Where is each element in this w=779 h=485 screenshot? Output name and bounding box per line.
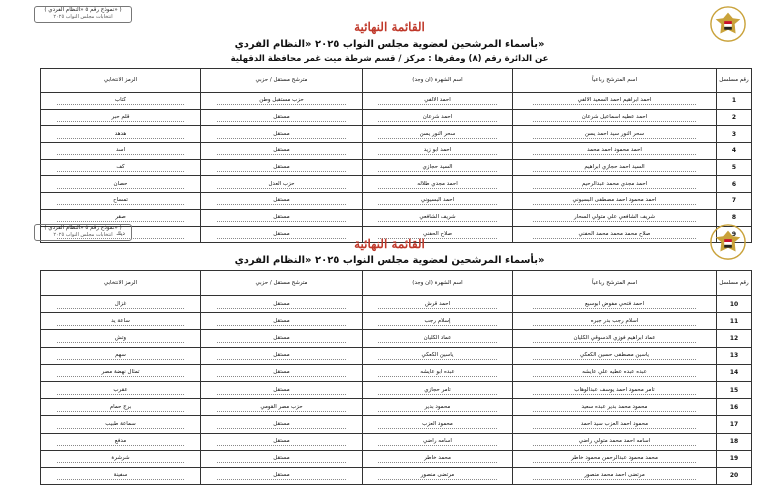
- cell-party-text: مستقل: [217, 386, 346, 395]
- cell-num: [717, 143, 752, 160]
- header-num: رقم مسلسل: [717, 69, 752, 93]
- cell-num: [717, 416, 752, 433]
- cell-num-text: 20: [729, 472, 739, 480]
- cell-candidate-name: [513, 93, 717, 110]
- cell-famous-name-text: شريف الشافعي: [378, 213, 497, 222]
- cell-candidate-name-text: محمود محمد بدير عبده سعيد: [533, 403, 695, 412]
- cell-candidate-name-text: احمد محمود احمد محمد: [533, 146, 695, 155]
- cell-num-text: 15: [729, 386, 739, 394]
- cell-symbol: [41, 313, 201, 330]
- cell-num: [717, 296, 752, 313]
- cell-candidate-name-text: تامر محمود احمد يوسف عبدالوهاب: [533, 386, 695, 395]
- cell-num: [717, 330, 752, 347]
- cell-candidate-name-text: احمد محمود احمد مصطفى البسيوني: [533, 196, 695, 205]
- cell-party-text: حزب مستقبل وطن: [217, 96, 346, 105]
- cell-famous-name-text: احمد البسيوني: [378, 196, 497, 205]
- cell-num-text: 9: [731, 230, 737, 238]
- cell-symbol-text: سفينة: [57, 471, 184, 480]
- table-row: [41, 330, 752, 347]
- cell-candidate-name-text: سحر النور سيد احمد يسن: [533, 130, 695, 139]
- cell-symbol: [41, 126, 201, 143]
- cell-num-text: 16: [729, 403, 739, 411]
- cell-num: [717, 467, 752, 484]
- cell-candidate-name: [513, 467, 717, 484]
- cell-famous-name-text: عماد الكليان: [378, 334, 497, 343]
- cell-num-text: 6: [731, 180, 737, 188]
- cell-famous-name: [363, 399, 513, 416]
- cell-symbol-text: سهم: [57, 351, 184, 360]
- cell-party-text: مستقل: [217, 437, 346, 446]
- table-row: [41, 176, 752, 193]
- cell-party: [201, 126, 363, 143]
- cell-party-text: مستقل: [217, 146, 346, 155]
- cell-symbol: [41, 416, 201, 433]
- cell-symbol-text: شرشرة: [57, 454, 184, 463]
- cell-symbol: [41, 467, 201, 484]
- cell-symbol: [41, 176, 201, 193]
- cell-symbol: [41, 296, 201, 313]
- cell-candidate-name: [513, 450, 717, 467]
- cell-party: [201, 450, 363, 467]
- cell-symbol-text: ديك: [57, 230, 184, 239]
- cell-symbol: [41, 143, 201, 160]
- cell-candidate-name: [513, 399, 717, 416]
- cell-party-text: مستقل: [217, 317, 346, 326]
- cell-candidate-name: [513, 347, 717, 364]
- table-row: [41, 347, 752, 364]
- candidates-table: [40, 68, 752, 243]
- cell-party: [201, 109, 363, 126]
- cell-party: [201, 330, 363, 347]
- header-symbol: الرمز الانتخابي: [41, 69, 201, 93]
- cell-symbol-text: هدهد: [57, 130, 184, 139]
- cell-candidate-name-text: صلاح محمد محمد محمد الحفني: [533, 230, 695, 239]
- cell-symbol: [41, 93, 201, 110]
- cell-famous-name-text: إسلام رجب: [378, 317, 497, 326]
- cell-candidate-name: [513, 416, 717, 433]
- cell-famous-name: [363, 450, 513, 467]
- cell-num: [717, 176, 752, 193]
- stamp-line-2: انتخابات مجلس النواب ٢٠٢٥: [53, 14, 113, 20]
- page-subtitle: بأسماء المرشحين لعضوية مجلس النواب ٢٠٢٥ «النظام الفردي»: [234, 255, 545, 266]
- cell-num-text: 11: [729, 317, 739, 325]
- cell-symbol-text: وتش: [57, 334, 184, 343]
- table-row: [41, 296, 752, 313]
- table-row: [41, 364, 752, 381]
- cell-party-text: مستقل: [217, 163, 346, 172]
- cell-symbol: [41, 381, 201, 398]
- table-row: [41, 433, 752, 450]
- cell-num: [717, 93, 752, 110]
- cell-num: [717, 399, 752, 416]
- cell-candidate-name: [513, 313, 717, 330]
- table-row: [41, 313, 752, 330]
- cell-party-text: مستقل: [217, 334, 346, 343]
- cell-num-text: 19: [729, 455, 739, 463]
- cell-party: [201, 159, 363, 176]
- table-header-row: [41, 69, 752, 93]
- cell-famous-name: [363, 93, 513, 110]
- cell-num: [717, 433, 752, 450]
- cell-num-text: 2: [731, 114, 737, 122]
- cell-party: [201, 143, 363, 160]
- cell-symbol: [41, 399, 201, 416]
- cell-num-text: 5: [731, 164, 737, 172]
- table-row: [41, 381, 752, 398]
- cell-symbol-text: مدفع: [57, 437, 184, 446]
- header-num: رقم مسلسل: [717, 271, 752, 296]
- page-subtitle: بأسماء المرشحين لعضوية مجلس النواب ٢٠٢٥ «النظام الفردي»: [234, 39, 545, 50]
- cell-famous-name-text: احمد قرش: [378, 300, 497, 309]
- cell-candidate-name: [513, 330, 717, 347]
- cell-party: [201, 193, 363, 210]
- cell-party: [201, 399, 363, 416]
- cell-party: [201, 296, 363, 313]
- cell-symbol-text: كتاب: [57, 96, 184, 105]
- cell-famous-name: [363, 364, 513, 381]
- cell-symbol-text: صقر: [57, 213, 184, 222]
- table-row: [41, 416, 752, 433]
- cell-party-text: مستقل: [217, 471, 346, 480]
- cell-num-text: 7: [731, 197, 737, 205]
- cell-famous-name-text: صلاح الحفني: [378, 230, 497, 239]
- cell-party-text: مستقل: [217, 420, 346, 429]
- cell-party-text: مستقل: [217, 130, 346, 139]
- cell-num-text: 10: [729, 300, 739, 308]
- cell-num-text: 1: [731, 97, 737, 105]
- table-row: [41, 109, 752, 126]
- cell-famous-name-text: اسامه راضي: [378, 437, 497, 446]
- cell-num: [717, 381, 752, 398]
- cell-party-text: حزب العدل: [217, 180, 346, 189]
- cell-famous-name: [363, 159, 513, 176]
- cell-num: [717, 159, 752, 176]
- cell-party: [201, 467, 363, 484]
- cell-symbol-text: ساعة يد: [57, 317, 184, 326]
- cell-candidate-name-text: شريف الشافعي علي متولي السحار: [533, 213, 695, 222]
- cell-symbol: [41, 159, 201, 176]
- cell-num-text: 17: [729, 420, 739, 428]
- cell-candidate-name: [513, 433, 717, 450]
- cell-famous-name-text: احمد شرعان: [378, 113, 497, 122]
- cell-candidate-name-text: محمود احمد العزب سيد احمد: [533, 420, 695, 429]
- cell-num: [717, 364, 752, 381]
- cell-num-text: 14: [729, 369, 739, 377]
- cell-party-text: مستقل: [217, 454, 346, 463]
- cell-famous-name: [363, 330, 513, 347]
- cell-symbol-text: برج حمام: [57, 403, 184, 412]
- header-famous: اسم الشهرة (ان وجد): [363, 271, 513, 296]
- cell-party-text: مستقل: [217, 351, 346, 360]
- cell-famous-name: [363, 313, 513, 330]
- cell-party: [201, 93, 363, 110]
- cell-famous-name-text: تامر حجازي: [378, 386, 497, 395]
- cell-famous-name-text: ياسين الكعكي: [378, 351, 497, 360]
- cell-candidate-name-text: عبده عبده عطيه علي عايشه: [533, 368, 695, 377]
- cell-symbol: [41, 330, 201, 347]
- table-row: [41, 126, 752, 143]
- cell-party: [201, 364, 363, 381]
- cell-famous-name: [363, 433, 513, 450]
- cell-num: [717, 450, 752, 467]
- cell-famous-name-text: محمد خاطر: [378, 454, 497, 463]
- cell-famous-name: [363, 347, 513, 364]
- cell-party: [201, 347, 363, 364]
- page-title: القائمة النهائية: [354, 20, 425, 34]
- cell-party: [201, 416, 363, 433]
- cell-famous-name: [363, 109, 513, 126]
- cell-symbol-text: اسد: [57, 146, 184, 155]
- header-name: اسم المترشح رباعياً: [513, 69, 717, 93]
- cell-candidate-name-text: احمد ابراهيم احمد السعيد الالفي: [533, 96, 695, 105]
- page-title: القائمة النهائية: [354, 237, 425, 251]
- cell-party-text: مستقل: [217, 196, 346, 205]
- cell-famous-name-text: سحر النور يسن: [378, 130, 497, 139]
- cell-symbol-text: كف: [57, 163, 184, 172]
- cell-candidate-name-text: ياسين مصطفى حسين الكعكي: [533, 351, 695, 360]
- cell-candidate-name-text: مرتضى احمد محمد منصور: [533, 471, 695, 480]
- cell-famous-name: [363, 467, 513, 484]
- cell-famous-name-text: عبده ابو عايشه: [378, 368, 497, 377]
- candidates-table: [40, 270, 752, 485]
- cell-num-text: 12: [729, 334, 739, 342]
- cell-symbol: [41, 109, 201, 126]
- table-row: [41, 93, 752, 110]
- table-header-row: [41, 271, 752, 296]
- cell-symbol: [41, 433, 201, 450]
- cell-famous-name: [363, 143, 513, 160]
- cell-candidate-name-text: احمد عطيه اسماعيل شرعان: [533, 113, 695, 122]
- candidates-page-2: [0, 221, 779, 480]
- cell-candidate-name-text: اسامه احمد محمد متولي راضي: [533, 437, 695, 446]
- cell-party: [201, 313, 363, 330]
- cell-famous-name: [363, 193, 513, 210]
- cell-party-text: مستقل: [217, 113, 346, 122]
- table-row: [41, 399, 752, 416]
- district-line: عن الدائرة رقم (٨) ومقرها : مركز / قسم شرطة ميت غمر محافظة الدقهلية: [230, 54, 549, 64]
- cell-famous-name: [363, 176, 513, 193]
- cell-symbol: [41, 347, 201, 364]
- stamp-line-2: انتخابات مجلس النواب ٢٠٢٥: [53, 232, 113, 238]
- header-symbol: الرمز الانتخابي: [41, 271, 201, 296]
- cell-num: [717, 109, 752, 126]
- cell-party-text: مستقل: [217, 230, 346, 239]
- cell-famous-name: [363, 126, 513, 143]
- cell-candidate-name: [513, 176, 717, 193]
- cell-num: [717, 347, 752, 364]
- cell-party-text: مستقل: [217, 300, 346, 309]
- cell-candidate-name: [513, 109, 717, 126]
- header-party: مترشح مستقل / حزبي: [201, 271, 363, 296]
- cell-party: [201, 433, 363, 450]
- cell-candidate-name: [513, 296, 717, 313]
- cell-symbol: [41, 450, 201, 467]
- cell-num-text: 18: [729, 438, 739, 446]
- cell-candidate-name: [513, 381, 717, 398]
- cell-famous-name-text: محمود بدير: [378, 403, 497, 412]
- header-name: اسم المترشح رباعياً: [513, 271, 717, 296]
- cell-famous-name: [363, 296, 513, 313]
- cell-candidate-name: [513, 159, 717, 176]
- cell-symbol-text: سماعة طبيب: [57, 420, 184, 429]
- cell-famous-name-text: محمود العزب: [378, 420, 497, 429]
- cell-num: [717, 313, 752, 330]
- table-row: [41, 159, 752, 176]
- cell-party-text: مستقل: [217, 213, 346, 222]
- cell-famous-name-text: احمد ابو زيد: [378, 146, 497, 155]
- cell-num-text: 3: [731, 130, 737, 138]
- cell-num-text: 13: [729, 352, 739, 360]
- candidates-page-1: [0, 0, 779, 238]
- cell-candidate-name: [513, 126, 717, 143]
- cell-symbol-text: تمثال نهضة مصر: [57, 368, 184, 377]
- table-row: [41, 193, 752, 210]
- table-row: [41, 143, 752, 160]
- cell-num-text: 4: [731, 147, 737, 155]
- cell-party: [201, 176, 363, 193]
- cell-famous-name-text: مرتضى منصور: [378, 471, 497, 480]
- cell-symbol-text: حصان: [57, 180, 184, 189]
- cell-famous-name-text: احمد مجدي طلاله: [378, 180, 497, 189]
- cell-famous-name: [363, 381, 513, 398]
- cell-candidate-name: [513, 364, 717, 381]
- cell-symbol: [41, 364, 201, 381]
- cell-famous-name-text: احمد الالفي: [378, 96, 497, 105]
- stamp-line-1: ( نموذج رقم ٥ «النظام الفردي» ): [44, 225, 122, 231]
- table-row: [41, 467, 752, 484]
- cell-famous-name-text: السيد حجازي: [378, 163, 497, 172]
- cell-symbol-text: عقرب: [57, 386, 184, 395]
- cell-num: [717, 193, 752, 210]
- cell-symbol-text: غزال: [57, 300, 184, 309]
- cell-candidate-name-text: اسلام رجب بدر جبره: [533, 317, 695, 326]
- cell-num: [717, 126, 752, 143]
- cell-party-text: حزب مصر القومي: [217, 403, 346, 412]
- cell-symbol: [41, 193, 201, 210]
- cell-symbol-text: تمساح: [57, 196, 184, 205]
- cell-famous-name: [363, 416, 513, 433]
- header-famous: اسم الشهرة (ان وجد): [363, 69, 513, 93]
- cell-candidate-name-text: محمد محمود عبدالرحمن محمود خاطر: [533, 454, 695, 463]
- cell-candidate-name: [513, 193, 717, 210]
- cell-candidate-name: [513, 143, 717, 160]
- stamp-line-1: ( نموذج رقم ٥ «النظام الفردي» ): [44, 7, 122, 13]
- table-row: [41, 450, 752, 467]
- cell-party-text: مستقل: [217, 368, 346, 377]
- cell-num-text: 8: [731, 214, 737, 222]
- header-party: مترشح مستقل / حزبي: [201, 69, 363, 93]
- cell-candidate-name-text: احمد مجدي محمد عبدالرحيم: [533, 180, 695, 189]
- cell-candidate-name-text: احمد فتحي مفوض ابوسيع: [533, 300, 695, 309]
- cell-party: [201, 381, 363, 398]
- cell-candidate-name-text: عماد ابراهيم فوزي الدسوقي الكليان: [533, 334, 695, 343]
- cell-candidate-name-text: السيد احمد حجازي ابراهيم: [533, 163, 695, 172]
- cell-symbol-text: قلم حبر: [57, 113, 184, 122]
